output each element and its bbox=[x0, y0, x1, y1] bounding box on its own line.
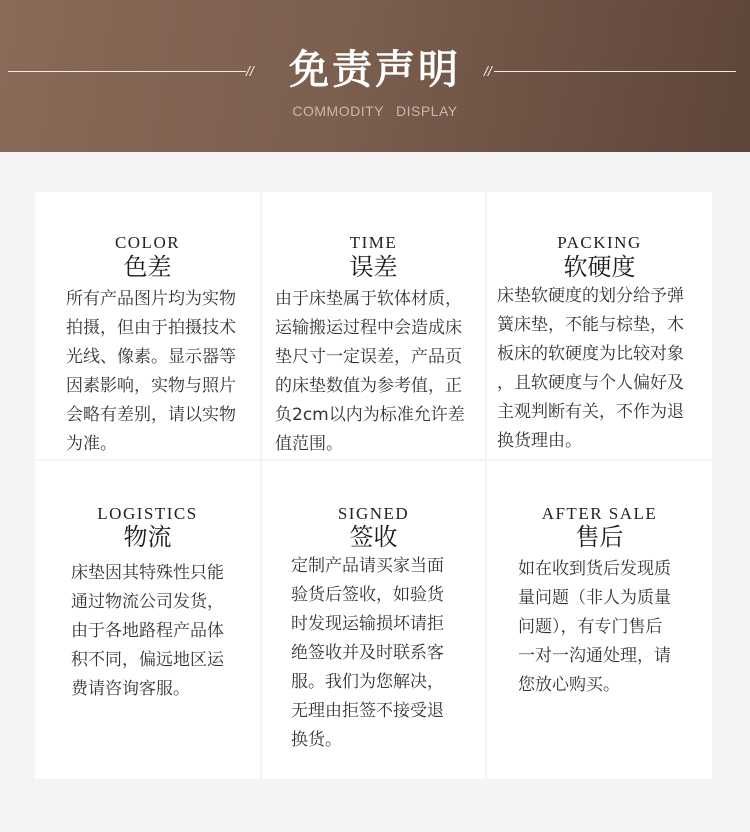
card-title-zh: 色差 bbox=[123, 253, 172, 281]
card-color bbox=[35, 192, 260, 459]
header-banner bbox=[0, 0, 750, 152]
header-rule-right bbox=[494, 71, 736, 72]
card-title-en: TIME bbox=[349, 233, 398, 252]
card-title-en: PACKING bbox=[557, 233, 642, 252]
card-body: 床垫软硬度的划分给予弹 簧床垫，不能与棕垫，木 板床的软硬度为比较对象 ，且软硬度与个人偏好及 主观判断有关，不作为退 换货理由。 bbox=[497, 286, 684, 451]
card-body: 如在收到货后发现质 量问题（非人为质量 问题），有专门售后 一对一沟通处理，请 您放心购买。 bbox=[518, 559, 671, 695]
card-body: 床垫因其特殊性只能 通过物流公司发货， 由于各地路程产品体 积不同，偏远地区运 费请咨询客服。 bbox=[71, 563, 224, 699]
card-logistics bbox=[35, 461, 260, 779]
card-packing bbox=[487, 192, 712, 459]
card-title-zh: 物流 bbox=[123, 523, 172, 551]
card-body: 定制产品请买家当面 验货后签收，如验货 时发现运输损坏请拒 绝签收并及时联系客 服。我们为您解决， 无理由拒签不接受退 换货。 bbox=[291, 556, 444, 750]
card-title-en: COLOR bbox=[114, 233, 181, 252]
page-title: 免责声明 bbox=[289, 47, 461, 93]
card-title-zh: 软硬度 bbox=[563, 253, 636, 281]
card-after-sale bbox=[487, 461, 712, 779]
disclaimer-grid bbox=[35, 192, 712, 779]
card-title-en: LOGISTICS bbox=[97, 504, 198, 523]
card-time bbox=[262, 192, 485, 459]
card-title-zh: 售后 bbox=[575, 523, 624, 551]
header-slash-right: // bbox=[484, 63, 492, 79]
card-body: 所有产品图片均为实物 拍摄，但由于拍摄技术 光线、像素。显示器等 因素影响，实物与照片 会略有差别，请以实物 为准。 bbox=[66, 289, 236, 454]
subtitle-word: DISPLAY bbox=[396, 103, 458, 119]
header-slash-left: // bbox=[246, 63, 254, 79]
card-signed bbox=[262, 461, 485, 779]
card-title-en: AFTER SALE bbox=[541, 504, 658, 523]
page-subtitle bbox=[0, 103, 750, 119]
card-title-en: SIGNED bbox=[337, 504, 410, 523]
card-title-zh: 误差 bbox=[349, 253, 398, 281]
card-body: 由于床垫属于软体材质， 运输搬运过程中会造成床 垫尺寸一定误差，产品页 的床垫数值为参考值，正 负2cm以内为标准允许差 值范围。 bbox=[275, 289, 465, 454]
subtitle-word: COMMODITY bbox=[292, 103, 384, 119]
card-title-zh: 签收 bbox=[349, 523, 398, 551]
